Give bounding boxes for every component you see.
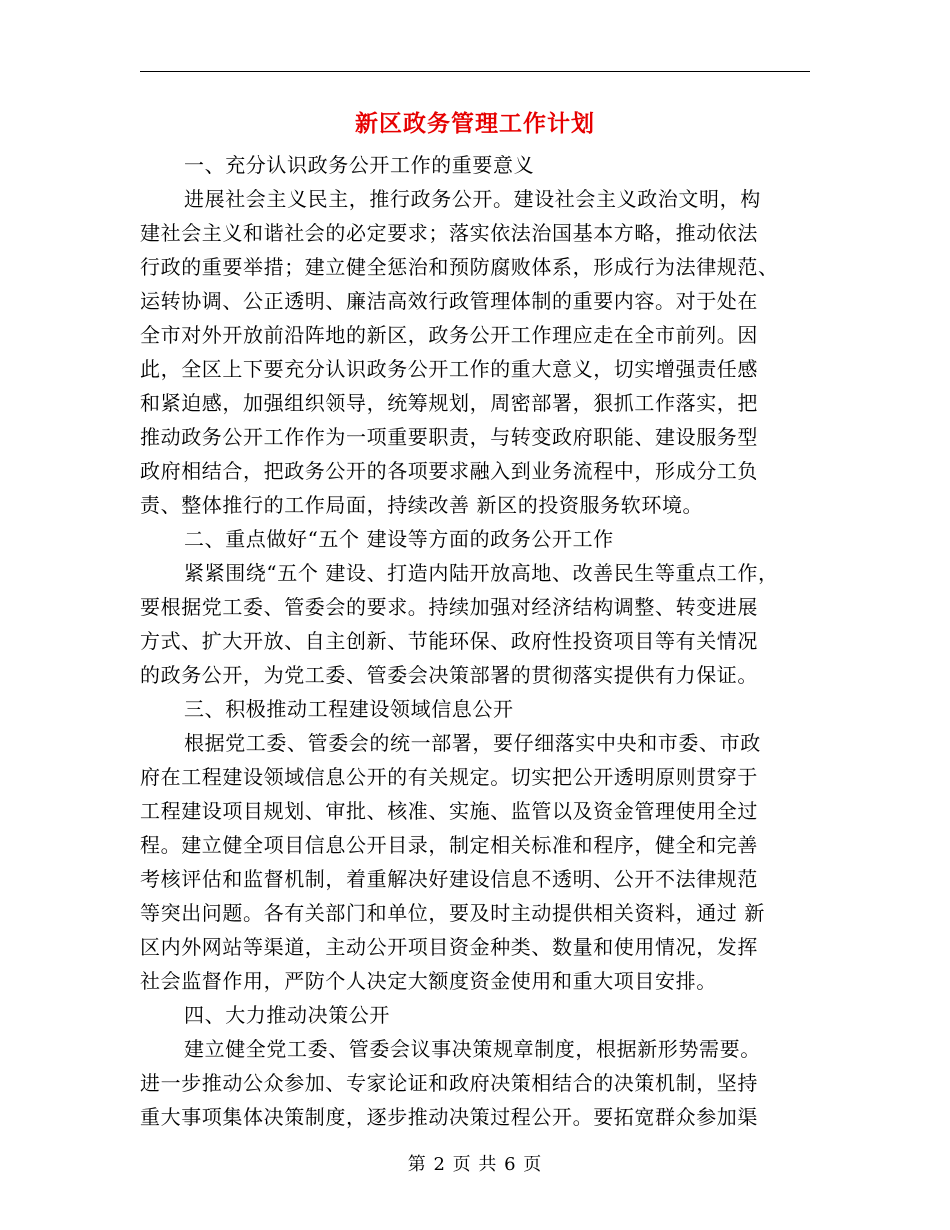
paragraph-line: 全市对外开放前沿阵地的新区，政务公开工作理应走在全市前列。因	[140, 323, 758, 347]
paragraph-first-line: 进展社会主义民主，推行政务公开。建设社会主义政治文明，构	[184, 187, 761, 211]
paragraph-line: 政府相结合，把政务公开的各项要求融入到业务流程中，形成分工负	[140, 459, 758, 483]
paragraph-first-line: 二、重点做好“五个 建设等方面的政务公开工作	[184, 527, 614, 551]
document-title: 新区政务管理工作计划	[355, 110, 595, 137]
paragraph-line: 区内外网站等渠道，主动公开项目资金种类、数量和使用情况，发挥	[140, 935, 758, 959]
paragraph-line: 建社会主义和谐社会的必定要求；落实依法治国基本方略，推动依法	[140, 221, 758, 245]
paragraph-line: 等突出问题。各有关部门和单位，要及时主动提供相关资料，通过 新	[140, 901, 765, 925]
paragraph-first-line: 建立健全党工委、管委会议事决策规章制度，根据新形势需要。	[184, 1037, 761, 1061]
paragraph-line: 社会监督作用，严防个人决定大额度资金使用和重大项目安排。	[140, 969, 717, 993]
paragraph-line: 此，全区上下要充分认识政务公开工作的重大意义，切实增强责任感	[140, 357, 758, 381]
paragraph-first-line: 紧紧围绕“五个 建设、打造内陆开放高地、改善民生等重点工作，	[184, 561, 779, 585]
paragraph-first-line: 三、积极推动工程建设领域信息公开	[184, 697, 514, 721]
header-rule	[140, 71, 810, 72]
paragraph-line: 要根据党工委、管委会的要求。持续加强对经济结构调整、转变进展	[140, 595, 758, 619]
paragraph-first-line: 根据党工委、管委会的统一部署，要仔细落实中央和市委、市政	[184, 731, 761, 755]
paragraph-line: 府在工程建设领域信息公开的有关规定。切实把公开透明原则贯穿于	[140, 765, 758, 789]
paragraph-line: 方式、扩大开放、自主创新、节能环保、政府性投资项目等有关情况	[140, 629, 758, 653]
paragraph-line: 运转协调、公正透明、廉洁高效行政管理体制的重要内容。对于处在	[140, 289, 758, 313]
paragraph-line: 的政务公开，为党工委、管委会决策部署的贯彻落实提供有力保证。	[140, 663, 758, 687]
paragraph-first-line: 一、充分认识政务公开工作的重要意义	[184, 153, 535, 177]
paragraph-line: 重大事项集体决策制度，逐步推动决策过程公开。要拓宽群众参加渠	[140, 1105, 758, 1129]
paragraph-line: 进一步推动公众参加、专家论证和政府决策相结合的决策机制，坚持	[140, 1071, 758, 1095]
paragraph-line: 考核评估和监督机制，着重解决好建设信息不透明、公开不法律规范	[140, 867, 758, 891]
paragraph-line: 工程建设项目规划、审批、核准、实施、监管以及资金管理使用全过	[140, 799, 758, 823]
paragraph-line: 和紧迫感，加强组织领导，统筹规划，周密部署，狠抓工作落实，把	[140, 391, 758, 415]
document-body	[140, 148, 810, 1134]
paragraph-line: 责、整体推行的工作局面，持续改善 新区的投资服务软环境。	[140, 493, 704, 517]
paragraph-line: 程。建立健全项目信息公开目录，制定相关标准和程序，健全和完善	[140, 833, 758, 857]
paragraph-first-line: 四、大力推动决策公开	[184, 1003, 390, 1027]
page-number: 第 2 页 共 6 页	[407, 1154, 543, 1175]
paragraph-line: 推动政务公开工作作为一项重要职责，与转变政府职能、建设服务型	[140, 425, 758, 449]
paragraph-line: 行政的重要举措；建立健全惩治和预防腐败体系，形成行为法律规范、	[140, 255, 779, 279]
